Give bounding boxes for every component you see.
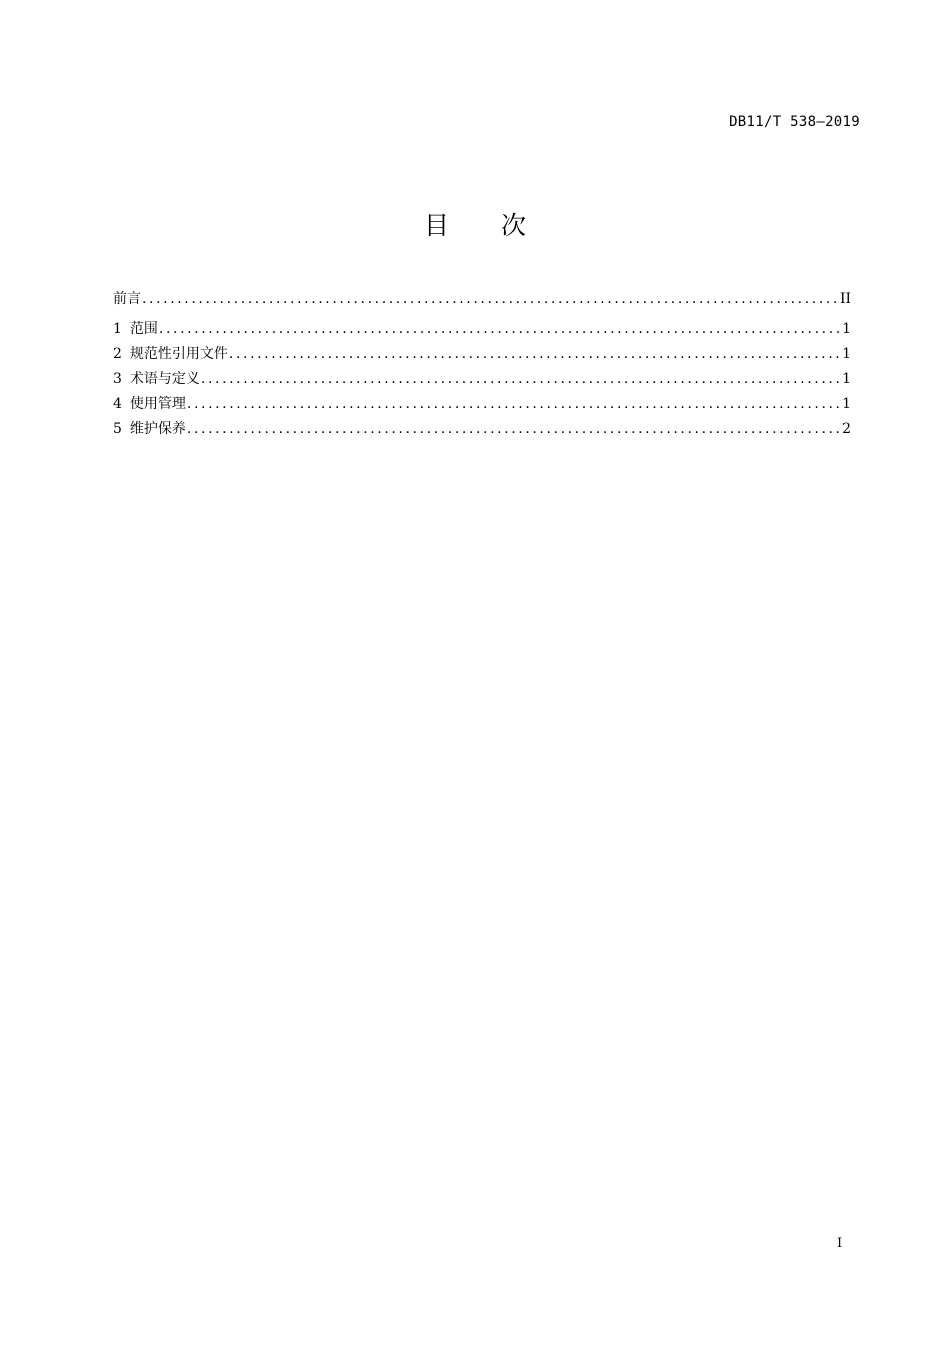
toc-entry-number: 3 [113,371,122,387]
toc-entry-usage-management[interactable] [113,392,851,417]
toc-leader-dots [159,317,839,342]
toc-entry-number: 5 [113,421,122,437]
toc-entry-normative-references[interactable] [113,342,851,367]
toc-entry-maintenance[interactable] [113,417,851,442]
toc-entry-label: 维护保养 [129,421,186,437]
toc-entry-number: 2 [113,346,122,362]
toc-entry-page: 1 [842,396,851,412]
toc-entry-foreword[interactable] [113,287,851,312]
toc-entry-page: 2 [842,421,851,437]
toc-entry-number: 4 [113,396,122,412]
toc-entry-scope[interactable] [113,317,851,342]
toc-entry-terms-definitions[interactable] [113,367,851,392]
toc-entry-page: II [839,291,851,307]
toc-entry-page: 1 [842,346,851,362]
page-number: I [837,1236,843,1251]
page-title: 目次 [423,211,578,240]
toc-entry-page: 1 [842,321,851,337]
toc-leader-dots [229,342,839,367]
toc-leader-dots [187,417,839,442]
toc-leader-dots [142,287,837,312]
toc-entry-label: 范围 [129,321,158,337]
toc-entry-label: 前言 [113,291,141,307]
toc-entry-number: 1 [113,321,122,337]
toc-entry-label: 使用管理 [129,396,186,412]
table-of-contents [113,287,851,442]
toc-leader-dots [201,367,839,392]
toc-leader-dots [187,392,839,417]
toc-entry-label: 术语与定义 [129,371,200,387]
document-code: DB11/T 538—2019 [729,114,860,130]
toc-entry-page: 1 [842,371,851,387]
toc-entry-label: 规范性引用文件 [129,346,228,362]
